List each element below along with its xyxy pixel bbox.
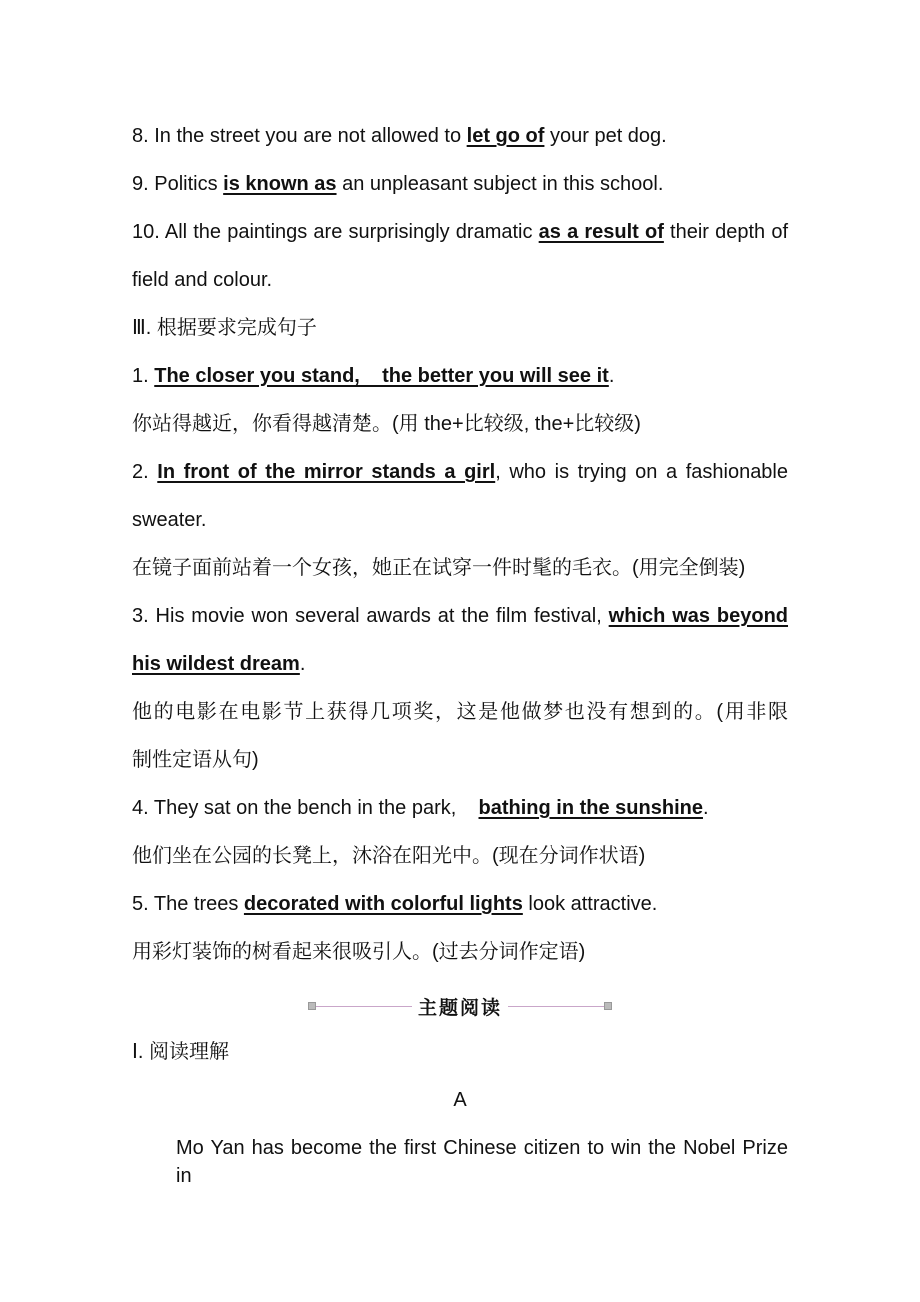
text-segment: A: [453, 1089, 467, 1111]
text-segment: Ⅰ. 阅读理解: [132, 1041, 230, 1063]
text-line: [132, 650, 788, 678]
text-segment: field and colour.: [132, 269, 273, 291]
text-line: [132, 410, 788, 438]
text-line: [132, 602, 788, 630]
text-line: [132, 170, 788, 198]
text-segment: 10. All the paintings are surprisingly dramatic: [132, 221, 539, 243]
text-segment: Ⅲ. 根据要求完成句子: [132, 317, 317, 339]
text-line: [132, 362, 788, 390]
text-line: [132, 314, 788, 342]
text-segment: 制性定语从句): [132, 749, 259, 771]
text-line: [132, 938, 788, 966]
answer-text: let go of: [466, 125, 545, 147]
text-segment: 9. Politics: [132, 173, 224, 195]
text-segment: 你站得越近，你看得越清楚。(用 the+比较级, the+比较级): [132, 413, 641, 435]
text-segment: sweater.: [132, 509, 207, 531]
text-segment: look attractive.: [522, 893, 658, 915]
text-line: [132, 842, 788, 870]
divider-dot-icon: [604, 1002, 612, 1010]
text-line: [132, 506, 788, 534]
divider-dot-icon: [308, 1002, 316, 1010]
text-line: [132, 218, 788, 246]
text-segment: an unpleasant subject in this school.: [336, 173, 664, 195]
text-segment: 他们坐在公园的长凳上，沐浴在阳光中。(现在分词作状语): [132, 845, 646, 867]
text-line: [132, 890, 788, 918]
answer-text: In front of the mirror stands a girl: [157, 461, 496, 483]
text-segment: Mo Yan has become the first Chinese citizen to win the Nobel Prize in: [176, 1137, 788, 1187]
text-segment: 5. The trees: [132, 893, 244, 915]
text-segment: .: [299, 653, 306, 675]
text-line: [132, 698, 788, 726]
answer-text: his wildest dream: [132, 653, 300, 675]
text-segment: 3. His movie won several awards at the film festival,: [132, 605, 609, 627]
text-segment: .: [608, 365, 615, 387]
answer-text: as a result of: [538, 221, 664, 243]
text-line: [132, 746, 788, 774]
text-line: [132, 794, 788, 822]
text-segment: 在镜子面前站着一个女孩，她正在试穿一件时髦的毛衣。(用完全倒装): [132, 557, 746, 579]
text-line: [132, 1038, 788, 1066]
text-segment: .: [702, 797, 709, 819]
answer-text: which was beyond: [608, 605, 789, 627]
text-segment: their depth of: [663, 221, 788, 243]
text-segment: 他的电影在电影节上获得几项奖，这是他做梦也没有想到的。(用非限: [132, 701, 788, 723]
text-line: [132, 122, 788, 150]
text-line: [132, 1134, 788, 1190]
text-line: [132, 1086, 788, 1114]
answer-text: is known as: [223, 173, 337, 195]
divider-rule: [316, 1006, 412, 1007]
text-line: [132, 554, 788, 582]
answer-text: bathing in the sunshine: [478, 797, 703, 819]
text-line: [132, 458, 788, 486]
text-segment: 1.: [132, 365, 155, 387]
answer-text: The closer you stand, the better you will see it: [154, 365, 609, 387]
section-title: 主题阅读: [418, 997, 503, 1019]
text-segment: , who is trying on a fashionable: [495, 461, 788, 483]
text-segment: 8. In the street you are not allowed to: [132, 125, 467, 147]
text-segment: your pet dog.: [544, 125, 667, 147]
text-segment: 用彩灯装饰的树看起来很吸引人。(过去分词作定语): [132, 941, 586, 963]
text-segment: 2.: [132, 461, 158, 483]
divider-rule: [508, 1006, 604, 1007]
text-segment: 4. They sat on the bench in the park,: [132, 797, 479, 819]
answer-text: decorated with colorful lights: [243, 893, 523, 915]
text-line: [132, 266, 788, 294]
section-divider: [308, 992, 612, 1020]
